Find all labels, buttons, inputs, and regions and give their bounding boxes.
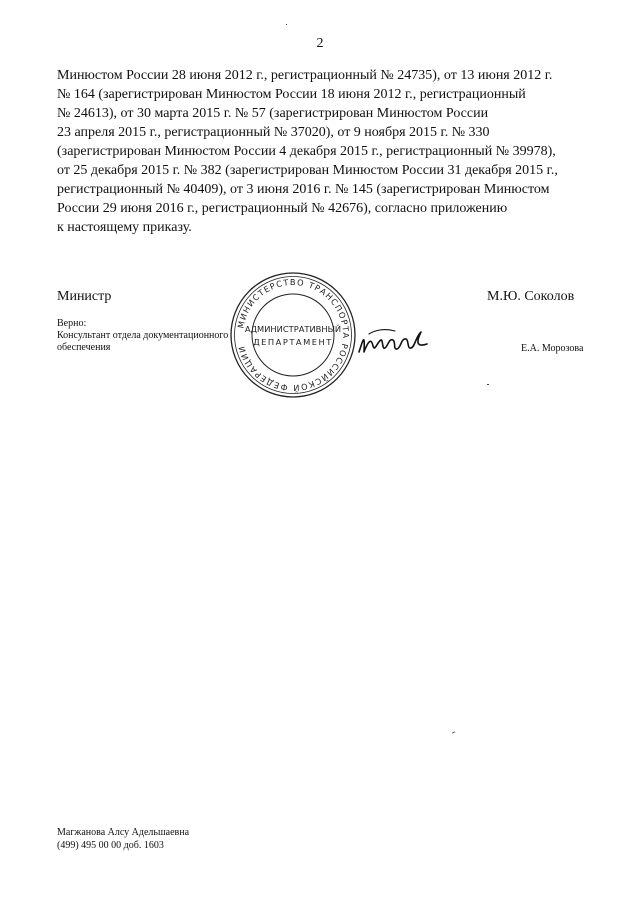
scan-speck [286,24,287,25]
scan-speck [487,384,489,385]
paragraph-line: России 29 июня 2016 г., регистрационный № 42676), согласно приложению [57,201,508,216]
stamp-center-line2: ДЕПАРТАМЕНТ [253,337,333,347]
paragraph-line: регистрационный № 40409), от 3 июня 2016 г. № 145 (зарегистрирован Минюстом [57,182,550,197]
official-stamp [228,270,358,400]
order-body-paragraph [57,66,601,237]
executor-phone: (499) 495 00 00 доб. 1603 [57,840,164,851]
executor-info [57,826,189,852]
certifier-name: Е.А. Морозова [521,343,584,354]
certifier-position-line1: Консультант отдела документационного [57,330,229,341]
page-number: 2 [316,36,324,51]
stamp-inner-ring [252,294,334,376]
stamp-center-line1: АДМИНИСТРАТИВНЫЙ [244,324,342,334]
paragraph-line: к настоящему приказу. [57,220,192,235]
certification-label: Верно: [57,318,87,329]
copy-certification [57,318,257,354]
handwritten-signature [355,322,430,362]
paragraph-line: Минюстом России 28 июня 2012 г., регистрационный № 24735), от 13 июня 2012 г. [57,68,553,83]
paragraph-line: (зарегистрирован Минюстом России 4 декабря 2015 г., регистрационный № 39978), [57,144,556,159]
stamp-outer-ring [231,273,355,397]
paragraph-line: № 24613), от 30 марта 2015 г. № 57 (зарегистрирован Минюстом России [57,106,489,121]
stamp-ring-text: МИНИСТЕРСТВО ТРАНСПОРТА РОССИЙСКОЙ ФЕДЕРАЦИИ [235,276,352,394]
scan-speck [452,731,455,733]
paragraph-line: 23 апреля 2015 г., регистрационный № 37020), от 9 ноября 2015 г. № 330 [57,125,490,140]
certifier-position-line2: обеспечения [57,342,111,353]
paragraph-line: № 164 (зарегистрирован Минюстом России 18 июня 2012 г., регистрационный [57,87,526,102]
executor-name: Магжанова Алсу Адельшаевна [57,827,190,838]
minister-title: Министр [57,289,112,304]
paragraph-line: от 25 декабря 2015 г. № 382 (зарегистрирован Минюстом России 31 декабря 2015 г., [57,163,558,178]
minister-name: М.Ю. Соколов [487,289,575,304]
